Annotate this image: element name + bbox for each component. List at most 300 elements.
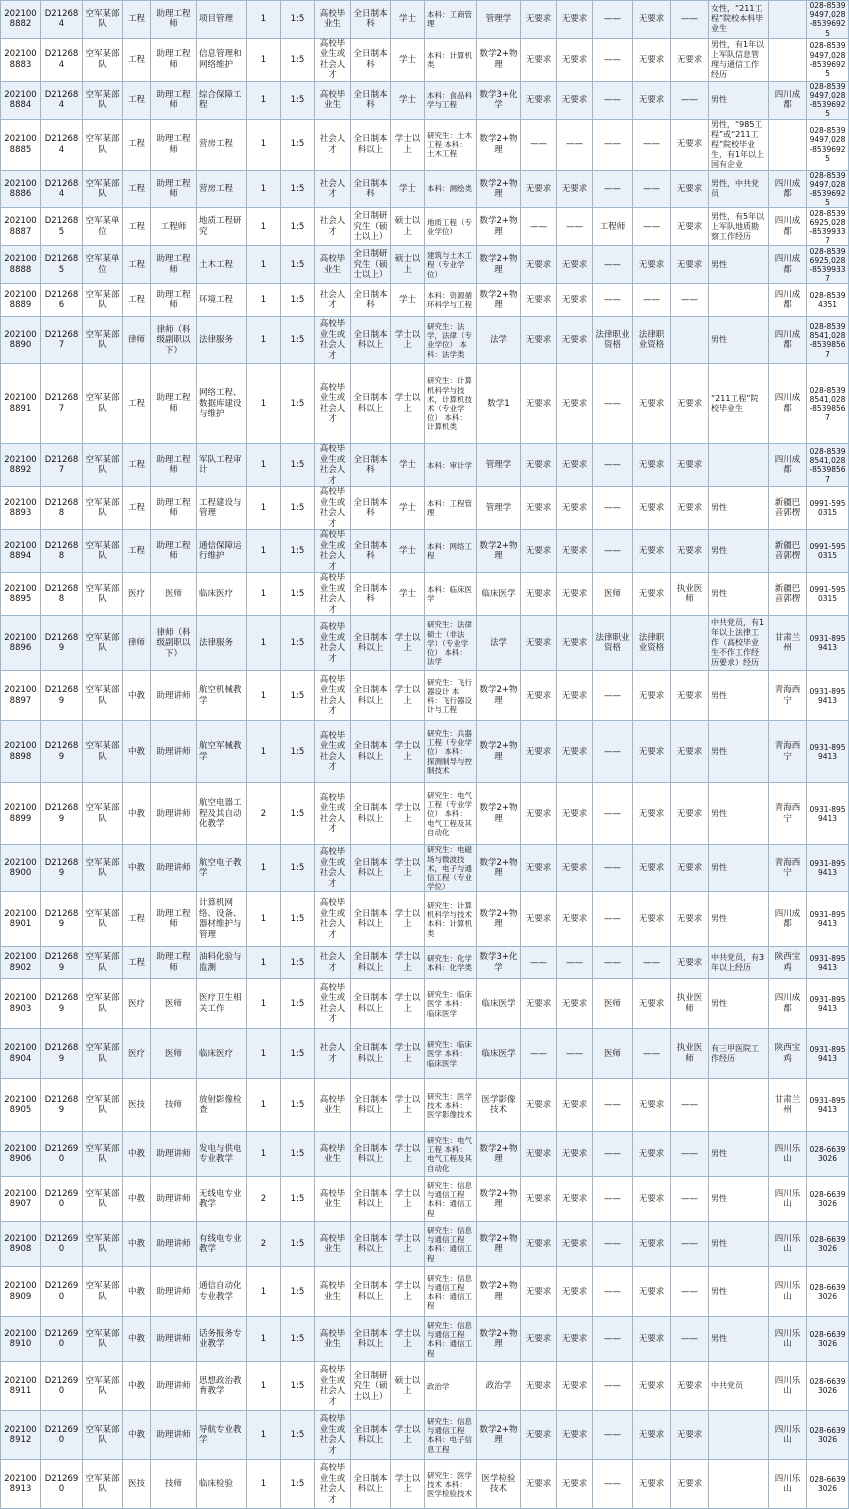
source-cell: 高校毕业生或社会人才 [315, 721, 351, 783]
major-cell: 本科：网络工程 [425, 530, 477, 573]
political-status-cell: 无要求 [521, 1079, 557, 1132]
contact-phone-cell: 028-85398541,028-85398567 [807, 444, 849, 487]
education-cell: 全日制本科以上 [351, 1132, 391, 1177]
major-cell: 研究生：兵器工程（专业学位） 本科：探测制导与控制技术 [425, 721, 477, 783]
education-cell: 全日制本科以上 [351, 979, 391, 1029]
exam-subject-cell: 数学2+物理 [477, 119, 521, 170]
exam-subject-cell: 数学2+物理 [477, 246, 521, 284]
ratio-cell: 1:5 [281, 1132, 315, 1177]
post-title-cell: 助理工程师 [151, 947, 197, 979]
age-cell: 无要求 [557, 573, 593, 616]
practice-cert-cell: 无要求 [671, 721, 709, 783]
post-code-cell: 2021008886 [1, 170, 41, 208]
political-status-cell: 无要求 [521, 845, 557, 892]
major-cell: 本科：审计学 [425, 444, 477, 487]
major-cell: 研究生：信息与通信工程 本科：电子信息工程 [425, 1411, 477, 1460]
headcount-cell: 1 [247, 1029, 281, 1079]
exam-subject-cell: 医学检验技术 [477, 1460, 521, 1509]
post-title-cell: 助理工程师 [151, 81, 197, 119]
table-row [1, 845, 849, 892]
education-cell: 全日制本科 [351, 1, 391, 39]
other-conditions-cell: 女性，“211工程”院校本科毕业生 [709, 1, 769, 39]
qualification-cell: 无要求 [633, 487, 671, 530]
post-duties-cell: 法律服务 [197, 317, 247, 364]
education-cell: 全日制研究生（硕士以上） [351, 208, 391, 246]
age-cell: 无要求 [557, 616, 593, 671]
source-cell: 高校毕业生或社会人才 [315, 573, 351, 616]
headcount-cell: 1 [247, 1362, 281, 1411]
practice-cert-cell: 无要求 [671, 444, 709, 487]
ratio-cell: 1:5 [281, 721, 315, 783]
degree-cell: 学士 [391, 38, 425, 81]
major-cell: 本科：资源循环科学与工程 [425, 284, 477, 317]
title-req-cell: 法律职业资格 [593, 616, 633, 671]
contact-phone-cell: 0991-5950315 [807, 487, 849, 530]
post-code-cell: 2021008903 [1, 979, 41, 1029]
work-location-cell: 四川乐山 [769, 1317, 807, 1362]
qualification-cell: 无要求 [633, 1460, 671, 1509]
practice-cert-cell: 无要求 [671, 364, 709, 444]
other-conditions-cell: 男性 [709, 246, 769, 284]
age-cell: 无要求 [557, 1267, 593, 1317]
work-location-cell: 四川乐山 [769, 1460, 807, 1509]
ratio-cell: 1:5 [281, 1029, 315, 1079]
post-code-cell: 2021008911 [1, 1362, 41, 1411]
qualification-cell: 无要求 [633, 81, 671, 119]
work-location-cell [769, 119, 807, 170]
age-cell: 无要求 [557, 721, 593, 783]
other-conditions-cell: 男性 [709, 1222, 769, 1267]
dept-code-cell: D212689 [41, 1079, 83, 1132]
dept-code-cell: D212684 [41, 81, 83, 119]
age-cell: 无要求 [557, 1362, 593, 1411]
contact-phone-cell: 028-85399497,028-85396925 [807, 81, 849, 119]
post-category-cell: 工程 [123, 487, 151, 530]
contact-phone-cell: 028-85396925,028-85399337 [807, 246, 849, 284]
post-duties-cell: 计算机网络、设备、器材维护与管理 [197, 892, 247, 947]
ratio-cell: 1:5 [281, 1362, 315, 1411]
title-req-cell: 医师 [593, 979, 633, 1029]
exam-subject-cell: 数学2+物理 [477, 208, 521, 246]
source-cell: 社会人才 [315, 284, 351, 317]
work-location-cell: 四川成都 [769, 364, 807, 444]
practice-cert-cell: 无要求 [671, 487, 709, 530]
political-status-cell: 无要求 [521, 444, 557, 487]
contact-phone-cell: 028-85399497,028-85396925 [807, 170, 849, 208]
post-category-cell: 律师 [123, 317, 151, 364]
source-cell: 高校毕业生或社会人才 [315, 979, 351, 1029]
post-category-cell: 工程 [123, 81, 151, 119]
unit-cell: 空军某部队 [83, 1362, 123, 1411]
ratio-cell: 1:5 [281, 1177, 315, 1222]
age-cell: 无要求 [557, 1132, 593, 1177]
political-status-cell: 无要求 [521, 1267, 557, 1317]
work-location-cell: 四川乐山 [769, 1222, 807, 1267]
other-conditions-cell: 中共党员 [709, 1362, 769, 1411]
dept-code-cell: D212690 [41, 1222, 83, 1267]
practice-cert-cell: —— [671, 1079, 709, 1132]
post-code-cell: 2021008910 [1, 1317, 41, 1362]
ratio-cell: 1:5 [281, 38, 315, 81]
qualification-cell: 无要求 [633, 783, 671, 845]
title-req-cell: —— [593, 530, 633, 573]
unit-cell: 空军某部队 [83, 671, 123, 721]
post-duties-cell: 临床医疗 [197, 1029, 247, 1079]
contact-phone-cell: 0931-8959413 [807, 947, 849, 979]
other-conditions-cell: 男性 [709, 573, 769, 616]
table-row [1, 783, 849, 845]
post-code-cell: 2021008898 [1, 721, 41, 783]
headcount-cell: 1 [247, 1317, 281, 1362]
political-status-cell: 无要求 [521, 892, 557, 947]
source-cell: 高校毕业生 [315, 246, 351, 284]
other-conditions-cell [709, 1411, 769, 1460]
degree-cell: 学士 [391, 170, 425, 208]
source-cell: 高校毕业生 [315, 1, 351, 39]
exam-subject-cell: 临床医学 [477, 979, 521, 1029]
qualification-cell: 无要求 [633, 530, 671, 573]
ratio-cell: 1:5 [281, 845, 315, 892]
practice-cert-cell: 无要求 [671, 246, 709, 284]
education-cell: 全日制本科以上 [351, 1411, 391, 1460]
dept-code-cell: D212690 [41, 1362, 83, 1411]
post-category-cell: 中教 [123, 1177, 151, 1222]
post-code-cell: 2021008883 [1, 38, 41, 81]
unit-cell: 空军某单位 [83, 246, 123, 284]
contact-phone-cell: 028-66393026 [807, 1177, 849, 1222]
contact-phone-cell: 028-85398541,028-85398567 [807, 364, 849, 444]
practice-cert-cell: —— [671, 1132, 709, 1177]
title-req-cell: —— [593, 1177, 633, 1222]
unit-cell: 空军某部队 [83, 783, 123, 845]
other-conditions-cell: 中共党员，有1年以上法律工作（高校毕业生不作工作经历要求）经历 [709, 616, 769, 671]
headcount-cell: 1 [247, 246, 281, 284]
post-code-cell: 2021008912 [1, 1411, 41, 1460]
major-cell: 研究生：信息与通信工程 本科：通信工程 [425, 1317, 477, 1362]
table-row [1, 170, 849, 208]
dept-code-cell: D212689 [41, 979, 83, 1029]
practice-cert-cell: 执业医师 [671, 979, 709, 1029]
work-location-cell: 四川成都 [769, 979, 807, 1029]
age-cell: 无要求 [557, 170, 593, 208]
major-cell: 本科：临床医学 [425, 573, 477, 616]
ratio-cell: 1:5 [281, 119, 315, 170]
contact-phone-cell: 0931-8959413 [807, 721, 849, 783]
major-cell: 研究生：医学技术 本科：医学检验技术 [425, 1460, 477, 1509]
ratio-cell: 1:5 [281, 1460, 315, 1509]
education-cell: 全日制研究生（硕士以上） [351, 246, 391, 284]
unit-cell: 空军某部队 [83, 573, 123, 616]
exam-subject-cell: 法学 [477, 317, 521, 364]
post-code-cell: 2021008907 [1, 1177, 41, 1222]
post-duties-cell: 发电与供电专业教学 [197, 1132, 247, 1177]
other-conditions-cell: 有三甲医院工作经历 [709, 1029, 769, 1079]
education-cell: 全日制本科以上 [351, 1267, 391, 1317]
post-code-cell: 2021008904 [1, 1029, 41, 1079]
post-duties-cell: 通信保障运行维护 [197, 530, 247, 573]
qualification-cell: 无要求 [633, 1079, 671, 1132]
qualification-cell: 无要求 [633, 1317, 671, 1362]
degree-cell: 学士以上 [391, 1132, 425, 1177]
qualification-cell: —— [633, 170, 671, 208]
unit-cell: 空军某部队 [83, 1, 123, 39]
education-cell: 全日制本科以上 [351, 1317, 391, 1362]
qualification-cell: 法律职业资格 [633, 317, 671, 364]
title-req-cell: —— [593, 671, 633, 721]
unit-cell: 空军某部队 [83, 444, 123, 487]
post-category-cell: 律师 [123, 616, 151, 671]
post-code-cell: 2021008889 [1, 284, 41, 317]
table-row [1, 1177, 849, 1222]
source-cell: 高校毕业生 [315, 1177, 351, 1222]
other-conditions-cell: 男性 [709, 487, 769, 530]
exam-subject-cell: 数学2+物理 [477, 845, 521, 892]
post-code-cell: 2021008885 [1, 119, 41, 170]
source-cell: 高校毕业生 [315, 1267, 351, 1317]
ratio-cell: 1:5 [281, 616, 315, 671]
unit-cell: 空军某部队 [83, 530, 123, 573]
post-title-cell: 助理讲师 [151, 721, 197, 783]
education-cell: 全日制本科以上 [351, 1029, 391, 1079]
unit-cell: 空军某单位 [83, 208, 123, 246]
post-duties-cell: 综合保障工程 [197, 81, 247, 119]
headcount-cell: 1 [247, 721, 281, 783]
education-cell: 全日制本科 [351, 38, 391, 81]
exam-subject-cell: 管理学 [477, 444, 521, 487]
unit-cell: 空军某部队 [83, 38, 123, 81]
degree-cell: 学士以上 [391, 1460, 425, 1509]
contact-phone-cell: 028-85396925,028-85399337 [807, 208, 849, 246]
table-row [1, 721, 849, 783]
degree-cell: 学士以上 [391, 1267, 425, 1317]
headcount-cell: 1 [247, 530, 281, 573]
other-conditions-cell: 男性，“985工程”或“211工程”院校毕业生，有1年以上国有企业 [709, 119, 769, 170]
political-status-cell: 无要求 [521, 170, 557, 208]
exam-subject-cell: 数学2+物理 [477, 1411, 521, 1460]
qualification-cell: 无要求 [633, 721, 671, 783]
practice-cert-cell: 无要求 [671, 1362, 709, 1411]
table-row [1, 1, 849, 39]
exam-subject-cell: 医学影像技术 [477, 1079, 521, 1132]
post-title-cell: 律师（科级副职以下） [151, 317, 197, 364]
qualification-cell: 无要求 [633, 364, 671, 444]
headcount-cell: 1 [247, 284, 281, 317]
headcount-cell: 1 [247, 81, 281, 119]
age-cell: 无要求 [557, 1177, 593, 1222]
dept-code-cell: D212687 [41, 317, 83, 364]
unit-cell: 空军某部队 [83, 1267, 123, 1317]
source-cell: 高校毕业生或社会人才 [315, 892, 351, 947]
other-conditions-cell [709, 284, 769, 317]
education-cell: 全日制本科以上 [351, 119, 391, 170]
unit-cell: 空军某部队 [83, 81, 123, 119]
unit-cell: 空军某部队 [83, 1411, 123, 1460]
source-cell: 高校毕业生或社会人才 [315, 487, 351, 530]
education-cell: 全日制本科 [351, 444, 391, 487]
post-duties-cell: 土木工程 [197, 246, 247, 284]
post-title-cell: 助理讲师 [151, 671, 197, 721]
post-category-cell: 工程 [123, 947, 151, 979]
practice-cert-cell: 无要求 [671, 170, 709, 208]
practice-cert-cell: —— [671, 1, 709, 39]
post-title-cell: 律师（科级副职以下） [151, 616, 197, 671]
age-cell: 无要求 [557, 317, 593, 364]
post-duties-cell: 法律服务 [197, 616, 247, 671]
post-title-cell: 助理工程师 [151, 38, 197, 81]
post-duties-cell: 油料化验与监测 [197, 947, 247, 979]
contact-phone-cell: 0931-8959413 [807, 783, 849, 845]
work-location-cell: 四川成都 [769, 444, 807, 487]
table-row [1, 208, 849, 246]
political-status-cell: 无要求 [521, 1222, 557, 1267]
post-category-cell: 工程 [123, 1, 151, 39]
table-row [1, 119, 849, 170]
table-row [1, 1267, 849, 1317]
exam-subject-cell: 数学2+物理 [477, 1267, 521, 1317]
other-conditions-cell: 男性 [709, 1177, 769, 1222]
unit-cell: 空军某部队 [83, 487, 123, 530]
unit-cell: 空军某部队 [83, 1317, 123, 1362]
major-cell: 本科：工商管理 [425, 1, 477, 39]
work-location-cell: 四川乐山 [769, 1267, 807, 1317]
dept-code-cell: D212690 [41, 1317, 83, 1362]
table-row [1, 38, 849, 81]
major-cell: 研究生：医学技术 本科：医学影像技术 [425, 1079, 477, 1132]
education-cell: 全日制本科以上 [351, 947, 391, 979]
contact-phone-cell: 0931-8959413 [807, 845, 849, 892]
title-req-cell: —— [593, 487, 633, 530]
education-cell: 全日制本科以上 [351, 1222, 391, 1267]
post-duties-cell: 项目管理 [197, 1, 247, 39]
qualification-cell: —— [633, 1029, 671, 1079]
major-cell: 研究生：飞行器设计 本科：飞行器设计与工程 [425, 671, 477, 721]
title-req-cell: 工程师 [593, 208, 633, 246]
post-code-cell: 2021008891 [1, 364, 41, 444]
source-cell: 高校毕业生或社会人才 [315, 783, 351, 845]
degree-cell: 硕士以上 [391, 208, 425, 246]
degree-cell: 学士以上 [391, 1079, 425, 1132]
exam-subject-cell: 数学2+物理 [477, 170, 521, 208]
post-category-cell: 工程 [123, 444, 151, 487]
other-conditions-cell: 男性，有1年以上军队信息管理与通信工作经历 [709, 38, 769, 81]
exam-subject-cell: 数学2+物理 [477, 721, 521, 783]
major-cell: 研究生：电气工程 本科：电气工程及其自动化 [425, 1132, 477, 1177]
major-cell: 研究生：临床医学 本科：临床医学 [425, 1029, 477, 1079]
post-code-cell: 2021008902 [1, 947, 41, 979]
political-status-cell: 无要求 [521, 246, 557, 284]
table-row [1, 317, 849, 364]
dept-code-cell: D212690 [41, 1132, 83, 1177]
degree-cell: 学士以上 [391, 1177, 425, 1222]
title-req-cell: 法律职业资格 [593, 317, 633, 364]
post-duties-cell: 航空机械教学 [197, 671, 247, 721]
qualification-cell: 无要求 [633, 1, 671, 39]
exam-subject-cell: 临床医学 [477, 573, 521, 616]
education-cell: 全日制本科以上 [351, 364, 391, 444]
dept-code-cell: D212687 [41, 364, 83, 444]
post-code-cell: 2021008887 [1, 208, 41, 246]
age-cell: 无要求 [557, 783, 593, 845]
education-cell: 全日制本科以上 [351, 1079, 391, 1132]
dept-code-cell: D212689 [41, 671, 83, 721]
education-cell: 全日制本科 [351, 487, 391, 530]
post-title-cell: 助理工程师 [151, 530, 197, 573]
post-title-cell: 助理工程师 [151, 1, 197, 39]
source-cell: 高校毕业生 [315, 1079, 351, 1132]
exam-subject-cell: 数学2+物理 [477, 892, 521, 947]
post-category-cell: 中教 [123, 1222, 151, 1267]
practice-cert-cell: —— [671, 1267, 709, 1317]
post-category-cell: 中教 [123, 1317, 151, 1362]
other-conditions-cell: 男性，有5年以上军队地质勘察工作经历 [709, 208, 769, 246]
political-status-cell: 无要求 [521, 1317, 557, 1362]
table-row [1, 81, 849, 119]
work-location-cell: 四川成都 [769, 170, 807, 208]
post-duties-cell: 工程建设与管理 [197, 487, 247, 530]
ratio-cell: 1:5 [281, 979, 315, 1029]
headcount-cell: 2 [247, 783, 281, 845]
education-cell: 全日制本科 [351, 530, 391, 573]
table-row [1, 1222, 849, 1267]
degree-cell: 学士以上 [391, 892, 425, 947]
title-req-cell: —— [593, 1, 633, 39]
table-row [1, 284, 849, 317]
ratio-cell: 1:5 [281, 947, 315, 979]
exam-subject-cell: 数学2+物理 [477, 1177, 521, 1222]
title-req-cell: 医师 [593, 573, 633, 616]
qualification-cell: 无要求 [633, 573, 671, 616]
practice-cert-cell: —— [671, 1317, 709, 1362]
education-cell: 全日制本科以上 [351, 721, 391, 783]
source-cell: 高校毕业生 [315, 81, 351, 119]
work-location-cell: 青海西宁 [769, 671, 807, 721]
title-req-cell: —— [593, 845, 633, 892]
other-conditions-cell [709, 1079, 769, 1132]
contact-phone-cell: 0991-5950315 [807, 530, 849, 573]
title-req-cell: —— [593, 364, 633, 444]
source-cell: 高校毕业生或社会人才 [315, 1362, 351, 1411]
age-cell: 无要求 [557, 979, 593, 1029]
post-title-cell: 技师 [151, 1460, 197, 1509]
headcount-cell: 1 [247, 979, 281, 1029]
qualification-cell: —— [633, 208, 671, 246]
title-req-cell: —— [593, 892, 633, 947]
practice-cert-cell: 无要求 [671, 1411, 709, 1460]
age-cell: 无要求 [557, 1411, 593, 1460]
practice-cert-cell: —— [671, 284, 709, 317]
exam-subject-cell: 数学2+物理 [477, 530, 521, 573]
contact-phone-cell: 028-66393026 [807, 1222, 849, 1267]
title-req-cell: —— [593, 1460, 633, 1509]
title-req-cell: —— [593, 284, 633, 317]
major-cell: 研究生：法律硕士（非法学）（专业学位） 本科：法学 [425, 616, 477, 671]
headcount-cell: 2 [247, 1222, 281, 1267]
practice-cert-cell: 无要求 [671, 208, 709, 246]
table-row [1, 1317, 849, 1362]
ratio-cell: 1:5 [281, 246, 315, 284]
post-duties-cell: 军队工程审计 [197, 444, 247, 487]
exam-subject-cell: 数学2+物理 [477, 671, 521, 721]
age-cell: 无要求 [557, 892, 593, 947]
dept-code-cell: D212685 [41, 208, 83, 246]
ratio-cell: 1:5 [281, 783, 315, 845]
post-category-cell: 工程 [123, 246, 151, 284]
work-location-cell: 陕西宝鸡 [769, 1029, 807, 1079]
political-status-cell: 无要求 [521, 1132, 557, 1177]
age-cell: 无要求 [557, 38, 593, 81]
post-category-cell: 工程 [123, 892, 151, 947]
age-cell: —— [557, 208, 593, 246]
